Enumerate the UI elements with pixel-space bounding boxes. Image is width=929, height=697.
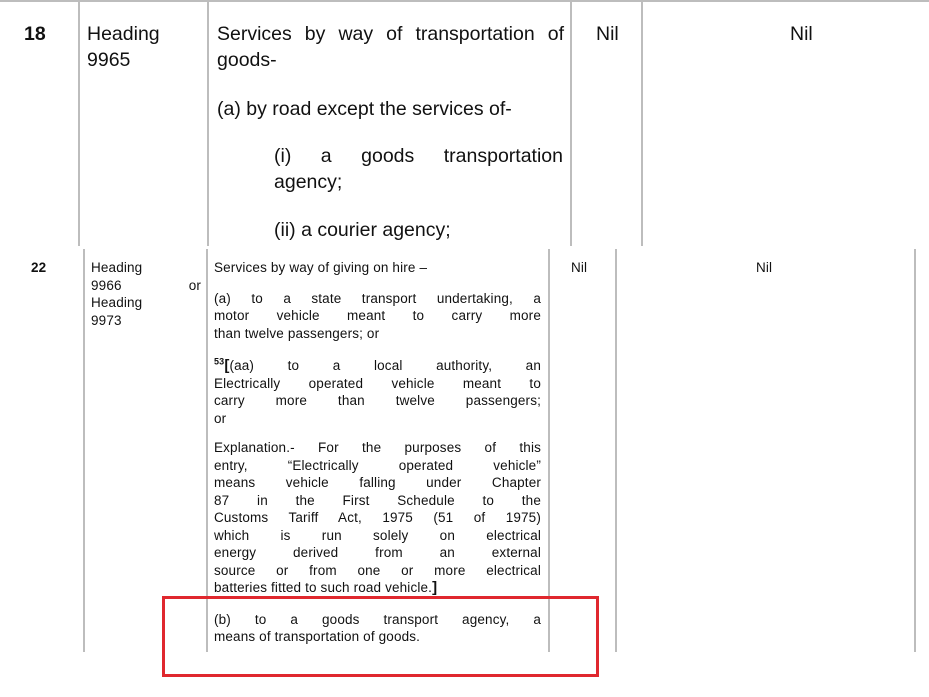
col-divider	[548, 249, 550, 652]
heading-line	[91, 277, 201, 295]
explanation-line	[214, 579, 541, 597]
clause-a	[214, 290, 541, 343]
clause-line	[214, 357, 541, 375]
clause-aa	[214, 357, 541, 427]
clause-line: (a) to a state transport undertaking, a	[214, 290, 541, 306]
explanation-line: 87 in the First Schedule to the	[214, 492, 541, 508]
condition-value: Nil	[756, 260, 773, 275]
col-divider	[615, 249, 617, 652]
col-divider	[206, 249, 208, 652]
explanation-line: energy derived from an external	[214, 545, 541, 560]
col-divider	[641, 0, 643, 246]
bracket-close: ]	[432, 579, 438, 596]
clause-line: motor vehicle meant to carry more	[214, 308, 541, 323]
clause-line: than twelve passengers; or	[214, 325, 380, 341]
clause-line: or	[214, 410, 227, 426]
explanation-line: source or from one or more electrical	[214, 562, 541, 578]
heading-line: Heading	[91, 295, 143, 310]
heading-line: 9965	[87, 49, 131, 71]
rate-value: Nil	[596, 23, 619, 45]
clause-line: carry more than twelve passengers;	[214, 393, 541, 408]
clause-line: (i) a goods transportation	[274, 145, 563, 167]
explanation-line: Customs Tariff Act, 1975 (51 of 1975)	[214, 510, 541, 525]
clause-ii: (ii) a courier agency;	[274, 219, 451, 241]
clause-line: Electrically operated vehicle meant to	[214, 375, 541, 391]
top-rule	[0, 0, 929, 2]
heading-line: 9973	[91, 312, 122, 328]
rate-value: Nil	[571, 260, 588, 275]
explanation-text: batteries fitted to such road vehicle.	[214, 580, 433, 595]
clause-line: (b) to a goods transport agency, a	[214, 611, 541, 627]
clause-a: (a) by road except the services of-	[217, 98, 512, 120]
chapter-heading	[87, 21, 160, 73]
col-divider	[83, 249, 85, 652]
service-description	[214, 259, 541, 646]
condition-value: Nil	[790, 23, 813, 45]
chapter-heading	[91, 259, 201, 329]
heading-number: 9966	[91, 277, 122, 293]
serial-number: 22	[31, 260, 47, 275]
bracket-open: [	[224, 357, 230, 374]
heading-line: Heading	[91, 260, 143, 275]
explanation	[214, 439, 541, 597]
heading-line: Heading	[87, 23, 160, 45]
clause-i	[274, 143, 563, 195]
description-line: goods-	[217, 49, 277, 71]
col-divider	[914, 249, 916, 652]
clause-line: agency;	[274, 171, 343, 193]
description-line: Services by way of transportation of	[217, 23, 564, 45]
serial-number: 18	[24, 23, 46, 45]
explanation-line: entry, “Electrically operated vehicle”	[214, 457, 541, 473]
footnote-ref: 53	[214, 356, 225, 367]
description-intro: Services by way of giving on hire –	[214, 260, 428, 275]
highlight-box	[162, 596, 599, 677]
col-divider	[78, 0, 80, 246]
heading-or: or	[188, 277, 201, 293]
clause-text: (aa) to a local authority, an	[229, 358, 541, 373]
clause-line: means of transportation of goods.	[214, 629, 421, 644]
explanation-line: Explanation.- For the purposes of this	[214, 440, 541, 455]
col-divider	[207, 0, 209, 246]
explanation-line: means vehicle falling under Chapter	[214, 475, 541, 490]
service-description	[217, 21, 564, 73]
explanation-line: which is run solely on electrical	[214, 527, 541, 543]
col-divider	[570, 0, 572, 246]
